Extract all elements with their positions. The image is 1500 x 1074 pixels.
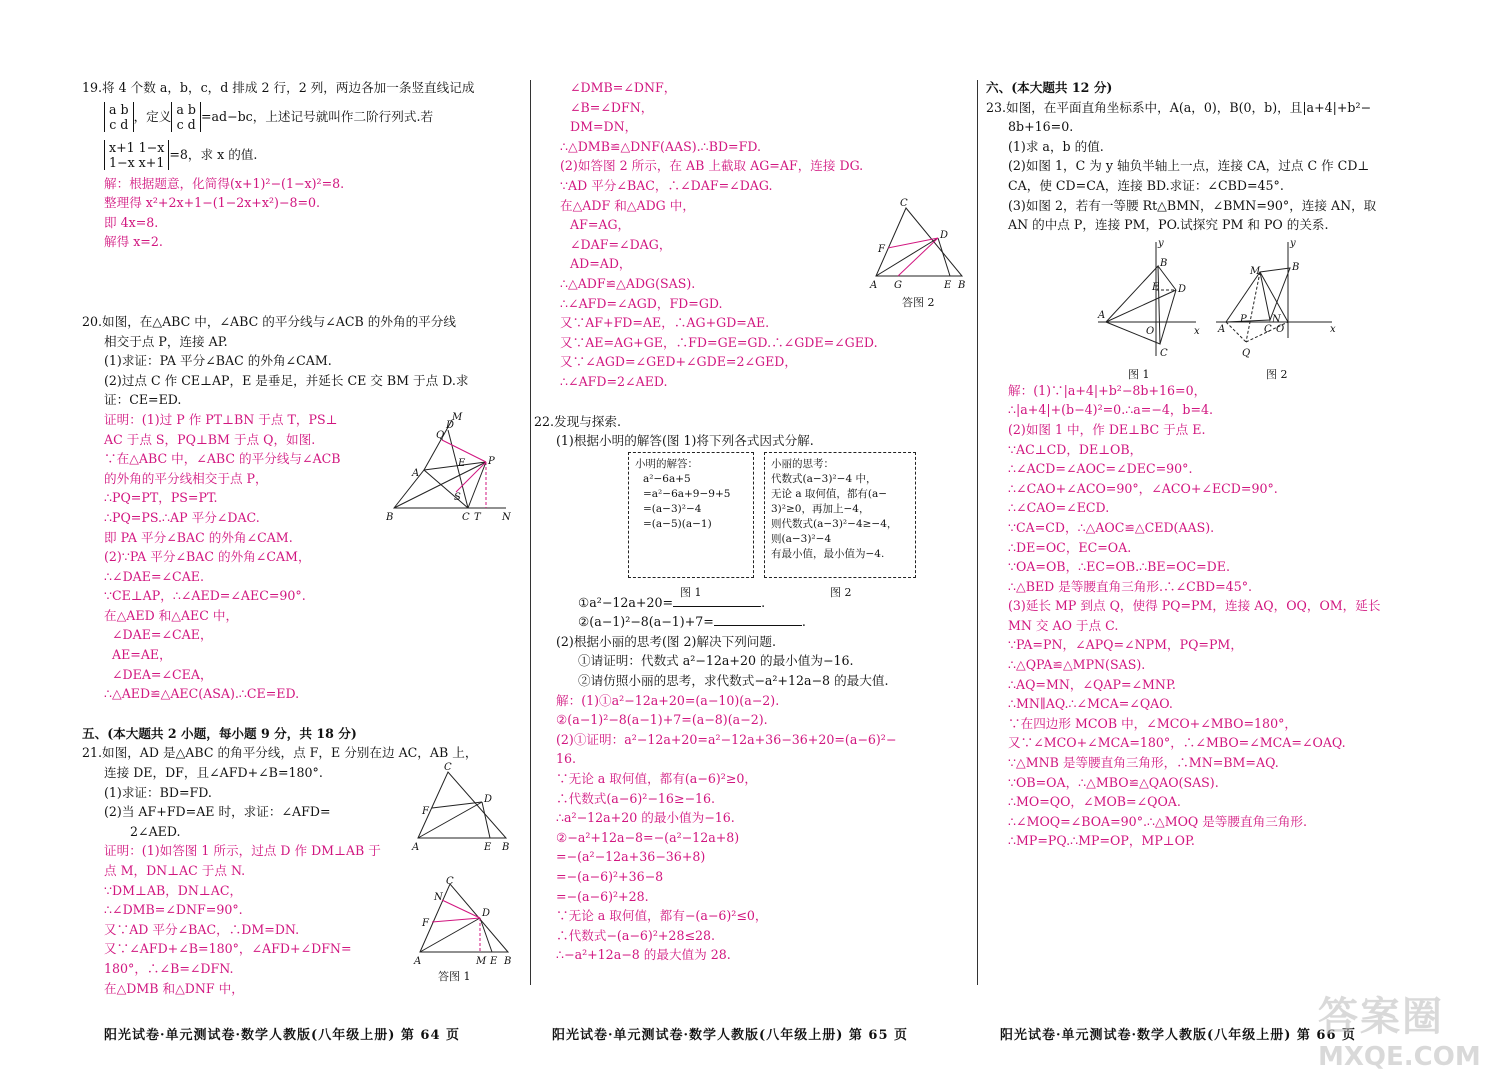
q22-fig1-caption: 图 1 — [680, 586, 702, 599]
q22-answer-4: 16. — [556, 751, 577, 767]
svg-text:A: A — [1098, 310, 1106, 321]
svg-text:B: B — [1292, 262, 1300, 273]
svg-text:N: N — [502, 512, 511, 523]
q20-stem-5: 证：CE=ED. — [104, 392, 182, 408]
q23-figure-1-caption: 图 1 — [1128, 368, 1150, 381]
q21-cont-13: 又∵AF+FD=AE，∴AG+GD=AE. — [560, 315, 770, 331]
q21-cont-2: ∠B=∠DFN， — [570, 99, 654, 115]
q23-figure-2 — [1214, 238, 1338, 381]
q21-answer-8: 在△DMB 和△DNF 中， — [104, 980, 244, 996]
q21-cont-5: (2)如答图 2 所示，在 AB 上截取 AG=AF，连接 DG. — [560, 158, 864, 174]
svg-text:B: B — [386, 512, 394, 523]
svg-text:A: A — [412, 842, 420, 852]
svg-text:D: D — [1178, 284, 1187, 295]
q23-answer-9: ∴DE=OC，EC=OA. — [1008, 539, 1132, 555]
spacer — [82, 252, 512, 312]
q20-answer-6: ∴PQ=PS.∴AP 平分∠DAC. — [104, 509, 260, 525]
q23-answer-8: ∵CA=CD，∴△AOC≌△CED(AAS). — [1008, 519, 1215, 535]
q22-exercise-1: ①a²−12a+20= . — [578, 594, 766, 610]
det-equation: x+1 1−x 1−x x+1 — [104, 140, 169, 170]
watermark-text: 答案圈 — [1318, 994, 1444, 1040]
footer-page-65: 阳光试卷·单元测试卷·数学人教版(八年级上册) 第 65 页 — [552, 1028, 909, 1043]
q21-figure — [410, 762, 520, 852]
q20-stem-1: 20.如图，在△ABC 中，∠ABC 的平分线与∠ACB 的外角的平分线 — [82, 313, 456, 329]
q21-answer-5: 又∵AD 平分∠BAC，∴DM=DN. — [104, 921, 300, 937]
q21-cont-11: ∴△ADF≌△ADG(SAS). — [560, 275, 696, 291]
watermark-url: MXQE.COM — [1318, 1042, 1481, 1072]
q21-cont-14: 又∵AE=AG+GE，∴FD=GE=GD.∴∠GDE=∠GED. — [560, 334, 878, 350]
q23-answer-7: ∴∠CAO=∠ECD. — [1008, 500, 1110, 516]
q21-answer-figure-2-caption: 答图 2 — [902, 296, 935, 309]
q23-answer-5: ∴∠ACD=∠AOC=∠DEC=90°. — [1008, 461, 1193, 477]
section-5-heading: 五、(本大题共 2 小题，每小题 9 分，共 18 分) — [82, 725, 357, 741]
q19-stem-line2: a b c d ，定义 a b c d =ad−bc，上述记号就叫作二阶行列式.若 — [82, 98, 512, 136]
q20-answer-13: AE=AE， — [112, 647, 172, 663]
q22-answer-3: (2)①证明：a²−12a+20=a²−12a+36−36+20=(a−6)²− — [556, 731, 897, 747]
q21-answer-4: ∴∠DMB=∠DNF=90°. — [104, 902, 243, 918]
q23-answer-2: ∴|a+4|+(b−4)²=0.∴a=−4，b=4. — [1008, 402, 1214, 418]
q20-answer-15: ∴△AED≌△AEC(ASA).∴CE=ED. — [104, 686, 300, 702]
page-66-column — [986, 78, 1426, 851]
q22-answer-13: ∴代数式−(a−6)²+28≤28. — [556, 927, 716, 943]
svg-text:F: F — [422, 806, 429, 817]
svg-text:D: D — [446, 420, 455, 431]
q21-cont-16: ∴∠AFD=2∠AED. — [560, 373, 668, 389]
q21-stem-1: 21.如图，AD 是△ABC 的角平分线，点 F，E 分别在边 AC，AB 上， — [82, 745, 478, 761]
spacer — [82, 704, 512, 724]
q22-exercise-2: ②(a−1)²−8(a−1)+7= . — [578, 614, 806, 630]
svg-text:C: C — [1160, 348, 1168, 359]
q20-stem-4: (2)过点 C 作 CE⊥AP，E 是垂足，并延长 CE 交 BM 于点 D.求 — [104, 372, 469, 388]
q23-stem-7: AN 的中点 P，连接 PM，PO.试探究 PM 和 PO 的关系. — [1008, 217, 1329, 233]
q22-part2-b: ②请仿照小丽的思考，求代数式−a²+12a−8 的最大值. — [578, 673, 889, 689]
q23-answer-3: (2)如图 1 中，作 DE⊥BC 于点 E. — [1008, 421, 1206, 437]
q23-answer-13: MN 交 AO 于点 C. — [1008, 617, 1119, 633]
svg-text:C: C — [1264, 324, 1272, 335]
svg-text:C: C — [446, 876, 454, 887]
svg-text:E: E — [944, 280, 952, 291]
q20-figure — [386, 412, 516, 524]
q23-answer-10: ∵OA=OB，∴EC=OB.∴BE=OC=DE. — [1008, 559, 1230, 575]
q21-stem-3: (1)求证：BD=FD. — [104, 784, 212, 800]
svg-text:M: M — [1250, 266, 1261, 277]
q23-answer-20: ∵△MNB 是等腰直角三角形，∴MN=BM=AQ. — [1008, 755, 1279, 771]
svg-text:D: D — [482, 908, 491, 919]
q22-answer-7: ∴a²−12a+20 的最小值为−16. — [556, 810, 735, 826]
q20-answer-10: ∵CE⊥AP，∴∠AED=∠AEC=90°. — [104, 588, 306, 604]
q23-answer-4: ∵AC⊥CD，DE⊥OB， — [1008, 441, 1143, 457]
q23-stem-1: 23.如图，在平面直角坐标系中，A(a，0)，B(0，b)，且|a+4|+b²− — [986, 99, 1372, 115]
svg-text:x: x — [1194, 326, 1200, 337]
svg-text:Q: Q — [1242, 348, 1251, 359]
svg-text:A: A — [1218, 324, 1226, 335]
svg-text:O: O — [1146, 326, 1155, 337]
svg-text:E: E — [484, 842, 492, 852]
svg-text:O: O — [1276, 324, 1285, 335]
q21-answer-1: 证明：(1)如答图 1 所示，过点 D 作 DM⊥AB 于 — [104, 843, 381, 859]
q21-answer-2: 点 M，DN⊥AC 于点 N. — [104, 863, 246, 878]
q23-answer-1: 解：(1)∵|a+4|+b²−8b+16=0， — [1008, 382, 1207, 398]
q23-answer-15: ∴△QPA≌△MPN(SAS). — [1008, 657, 1146, 673]
q22-part2-a: ①请证明：代数式 a²−12a+20 的最小值为−16. — [578, 653, 854, 669]
q23-figure-area — [986, 235, 1426, 381]
q21-cont-15: 又∵∠AGD=∠GED+∠GDE=2∠GED， — [560, 354, 797, 370]
q21-cont-7: 在△ADF 和△ADG 中， — [560, 197, 695, 213]
q20-answer-2: AC 于点 S，PQ⊥BM 于点 Q，如图. — [104, 431, 316, 447]
q21-cont-9: ∠DAF=∠DAG， — [570, 236, 672, 252]
det-notation-2: a b c d — [171, 102, 201, 132]
q20-answer-5: ∴PQ=PT，PS=PT. — [104, 490, 218, 506]
svg-text:D: D — [484, 794, 493, 805]
svg-text:G: G — [894, 280, 902, 291]
q21-answer-figure-2 — [868, 196, 968, 309]
q20-answer-12: ∠DAE=∠CAE， — [112, 627, 213, 643]
q23-answer-16: ∴AQ=MN，∠QAP=∠MNP. — [1008, 676, 1176, 692]
q19-answer-3: 即 4x=8. — [104, 214, 159, 230]
svg-text:P: P — [1240, 314, 1247, 325]
q20-stem-3: (1)求证：PA 平分∠BAC 的外角∠CAM. — [104, 353, 332, 369]
svg-text:M: M — [476, 956, 487, 966]
xiaoming-solution-box: 小明的解答： a²−6a+5 =a²−6a+9−9+5 =(a−3)²−4 =(a−5)(a−1) — [628, 452, 754, 578]
svg-text:B: B — [504, 956, 512, 966]
q22-answer-5: ∵无论 a 取何值，都有(a−6)²≥0， — [556, 771, 757, 787]
q21-stem-4: (2)当 AF+FD=AE 时，求证：∠AFD= — [104, 804, 331, 820]
q21-cont-4: ∴△DMB≌△DNF(AAS).∴BD=FD. — [560, 138, 761, 154]
svg-text:D: D — [940, 230, 949, 241]
q23-answer-19: 又∵∠MCO+∠MCA=180°，∴∠MBO=∠MCA=∠OAQ. — [1008, 735, 1346, 751]
svg-text:A: A — [412, 468, 420, 479]
q20-answer-4: 的外角的平分线相交于点 P， — [104, 470, 268, 486]
q22-answer-9: =−(a²−12a+36−36+8) — [556, 849, 706, 865]
q23-answer-14: ∵PA=PN，∠APQ=∠NPM，PQ=PM， — [1008, 637, 1243, 653]
footer-page-64: 阳光试卷·单元测试卷·数学人教版(八年级上册) 第 64 页 — [104, 1028, 461, 1043]
footer-page-66: 阳光试卷·单元测试卷·数学人教版(八年级上册) 第 66 页 — [1000, 1028, 1357, 1043]
q19-answer-4: 解得 x=2. — [104, 234, 163, 250]
svg-text:C: C — [462, 512, 470, 523]
q22-answer-6: ∴代数式(a−6)²−16≥−16. — [556, 790, 716, 806]
q19-stem-line3: x+1 1−x 1−x x+1 =8，求 x 的值. — [82, 136, 512, 174]
q23-stem-5: CA，使 CD=CA，连接 BD.求证：∠CBD=45°. — [1008, 177, 1284, 193]
svg-text:C: C — [900, 198, 908, 209]
q21-answer-3: ∵DM⊥AB，DN⊥AC， — [104, 882, 243, 898]
q21-cont-10: AD=AD， — [570, 256, 632, 272]
svg-text:N: N — [1272, 314, 1281, 325]
q20-answer-11: 在△AED 和△AEC 中， — [104, 607, 239, 623]
svg-text:F: F — [422, 918, 429, 929]
xiaoli-thinking-box: 小丽的思考： 代数式(a−3)²−4 中， 无论 a 取何值，都有(a− 3)²≥0，再加上−4， 则代数式(a−3)²−4≥−4， 则(a−3)²−4 有最小值，最小值为−4. — [764, 452, 916, 578]
svg-text:y: y — [1290, 238, 1296, 249]
q21-cont-1: ∠DMB=∠DNF， — [570, 80, 677, 95]
q22-answer-12: ∵无论 a 取何值，都有−(a−6)²≤0， — [556, 908, 768, 924]
q23-answer-21: ∵OB=OA，∴△MBO≌△QAO(SAS). — [1008, 774, 1219, 790]
svg-text:S: S — [454, 492, 461, 503]
svg-text:E: E — [490, 956, 498, 966]
q21-stem-5: 2∠AED. — [130, 823, 181, 839]
q23-stem-2: 8b+16=0. — [1008, 119, 1074, 135]
q22-answer-1: 解：(1)①a²−12a+20=(a−10)(a−2). — [556, 692, 780, 708]
spacer — [556, 392, 970, 412]
column-divider-2 — [977, 80, 978, 985]
svg-text:B: B — [1160, 258, 1168, 269]
q23-figure-1 — [1096, 238, 1202, 381]
column-divider-1 — [530, 80, 531, 985]
q20-answer-9: ∴∠DAE=∠CAE. — [104, 568, 204, 584]
svg-text:B: B — [958, 280, 966, 291]
svg-text:M: M — [452, 412, 463, 423]
q21-cont-8: AF=AG， — [570, 217, 631, 233]
svg-text:y: y — [1158, 238, 1164, 249]
svg-text:T: T — [474, 512, 481, 523]
q23-answer-11: ∴△BED 是等腰直角三角形.∴∠CBD=45°. — [1008, 578, 1253, 594]
q23-answer-17: ∴MN∥AQ.∴∠MCA=∠QAO. — [1008, 696, 1173, 712]
q21-answer-6: 又∵∠AFD+∠B=180°，∠AFD+∠DFN= — [104, 941, 352, 957]
q22-answer-11: =−(a−6)²+28. — [556, 888, 649, 904]
svg-text:E: E — [1152, 282, 1160, 293]
q20-answer-3: ∵在△ABC 中，∠ABC 的平分线与∠ACB — [104, 451, 341, 467]
svg-text:P: P — [488, 456, 495, 467]
q23-figure-2-caption: 图 2 — [1266, 368, 1288, 381]
det-notation-1: a b c d — [104, 102, 134, 132]
q19-block — [82, 78, 512, 252]
svg-text:A: A — [414, 956, 422, 966]
svg-text:N: N — [434, 892, 443, 903]
q19-answer-1: 解：根据题意，化简得(x+1)²−(1−x)²=8. — [104, 175, 345, 191]
watermark-logo — [1318, 985, 1481, 1072]
q19-stem-line1: 19.将 4 个数 a，b，c，d 排成 2 行，2 列，两边各加一条竖直线记成 — [82, 80, 475, 95]
q22-answer-2: ②(a−1)²−8(a−1)+7=(a−8)(a−2). — [556, 712, 768, 728]
q23-stem-4: (2)如图 1，C 为 y 轴负半轴上一点，连接 CA，过点 C 作 CD⊥ — [1008, 158, 1370, 174]
svg-text:Q: Q — [436, 430, 445, 441]
section-6-heading: 六、(本大题共 12 分) — [986, 80, 1113, 95]
q20-answer-1: 证明：(1)过 P 作 PT⊥BN 于点 T，PS⊥ — [104, 411, 338, 427]
q20-answer-7: 即 PA 平分∠BAC 的外角∠CAM. — [104, 529, 293, 545]
q20-stem-2: 相交于点 P，连接 AP. — [104, 333, 228, 349]
q23-answer-23: ∴∠MOQ=∠BOA=90°.∴△MOQ 是等腰直角三角形. — [1008, 813, 1307, 829]
q21-stem-2: 连接 DE，DF，且∠AFD+∠B=180°. — [104, 765, 323, 781]
q20-answer-14: ∠DEA=∠CEA， — [112, 666, 213, 682]
svg-text:E: E — [458, 458, 466, 469]
q23-stem-3: (1)求 a，b 的值. — [1008, 138, 1104, 154]
q22-answer-8: ②−a²+12a−8=−(a²−12a+8) — [556, 829, 740, 845]
q23-answer-18: ∵在四边形 MCOB 中，∠MCO+∠MBO=180°， — [1008, 715, 1297, 731]
q20-answer-8: (2)∵PA 平分∠BAC 的外角∠CAM， — [104, 549, 311, 565]
svg-text:A: A — [870, 280, 878, 291]
q22-title: 22.发现与探索. — [534, 413, 622, 429]
q22-part2: (2)根据小丽的思考(图 2)解决下列问题. — [556, 633, 776, 649]
q23-answer-24: ∴MP=PQ.∴MP=OP，MP⊥OP. — [1008, 833, 1195, 849]
svg-text:x: x — [1330, 324, 1336, 335]
q22-answer-10: =−(a−6)²+36−8 — [556, 869, 664, 884]
page-64-column — [82, 78, 512, 998]
q23-answer-12: (3)延长 MP 到点 Q，使得 PQ=PM，连接 AQ，OQ，OM，延长 — [1008, 598, 1381, 614]
q22-answer-14: ∴−a²+12a−8 的最大值为 28. — [556, 947, 731, 963]
svg-text:B: B — [502, 842, 510, 852]
svg-text:C: C — [444, 762, 452, 773]
q23-answer-22: ∴MO=QO，∠MOB=∠QOA. — [1008, 794, 1181, 810]
q23-answer-6: ∴∠CAO+∠ACO=90°，∠ACO+∠ECD=90°. — [1008, 480, 1278, 496]
svg-text:F: F — [878, 244, 885, 255]
q21-answer-figure-1 — [412, 876, 522, 983]
q22-part1: (1)根据小明的解答(图 1)将下列各式因式分解. — [556, 433, 814, 449]
q21-answer-figure-1-caption: 答图 1 — [438, 970, 471, 983]
q19-answer-2: 整理得 x²+2x+1−(1−2x+x²)−8=0. — [104, 195, 321, 211]
q21-answer-7: 180°，∴∠B=∠DFN. — [104, 960, 234, 976]
q21-cont-3: DM=DN， — [570, 119, 638, 135]
q21-cont-6: ∵AD 平分∠BAC，∴∠DAF=∠DAG. — [560, 177, 773, 193]
q21-cont-12: ∴∠AFD=∠AGD，FD=GD. — [560, 295, 723, 311]
q22-fig2-caption: 图 2 — [830, 586, 852, 599]
q23-stem-6: (3)如图 2，若有一等腰 Rt△BMN，∠BMN=90°，连接 AN，取 — [1008, 197, 1377, 213]
